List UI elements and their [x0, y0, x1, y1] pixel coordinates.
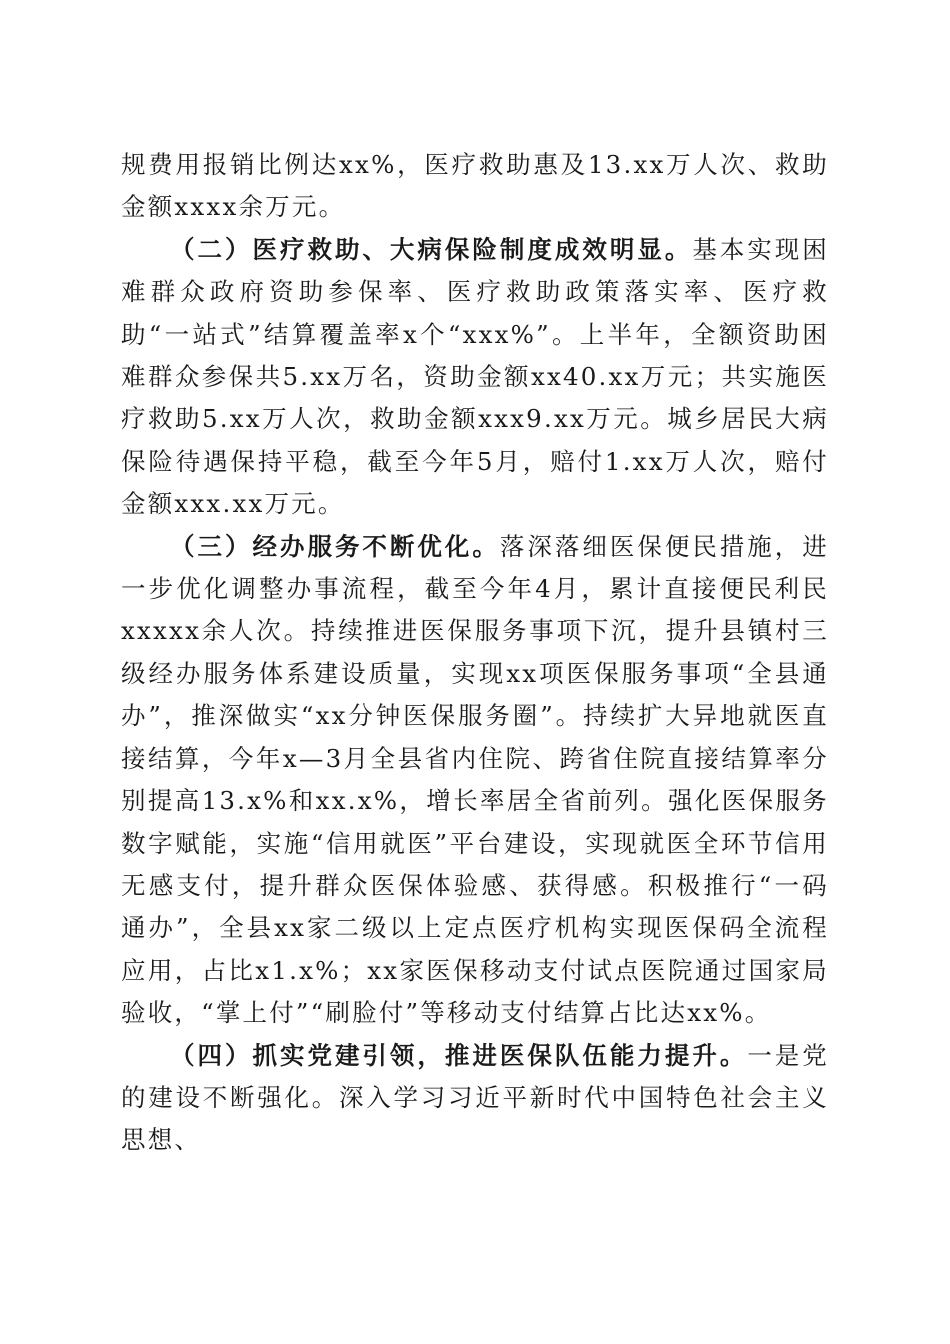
- paragraph-party-building: [121, 1035, 829, 1162]
- paragraph-heading: （四）抓实党建引领，推进医保队伍能力提升。: [170, 1040, 748, 1070]
- paragraph-heading: （二）医疗救助、大病保险制度成效明显。: [170, 234, 693, 264]
- paragraph-body: 基本实现困难群众政府资助参保率、医疗救助政策落实率、医疗救助“一站式”结算覆盖率x个“xxx%”。上半年，全额资助困难群众参保共5.xx万名，资助金额xx40.xx万元；共实施医疗救助5.xx万人次，救助金额xxx9.xx万元。城乡居民大病保险待遇保持平稳，截至今年5月，赔付1.xx万人次，赔付金额xxx.xx万元。: [121, 234, 829, 519]
- document-page: [121, 144, 829, 1162]
- paragraph-body: 规费用报销比例达xx%，医疗救助惠及13.xx万人次、救助金额xxxx余万元。: [121, 150, 829, 222]
- paragraph-continuation: [121, 144, 829, 229]
- paragraph-medical-assistance: [121, 229, 829, 526]
- paragraph-service-optimization: [121, 526, 829, 1035]
- paragraph-heading: （三）经办服务不断优化。: [170, 531, 500, 561]
- paragraph-body: 落深落细医保便民措施，进一步优化调整办事流程，截至今年4月，累计直接便民利民xxxxx余人次。持续推进医保服务事项下沉，提升县镇村三级经办服务体系建设质量，实现xx项医保服务事项“全县通办”，推深做实“xx分钟医保服务圈”。持续扩大异地就医直接结算，今年x—3月全县省内住院、跨省住院直接结算率分别提高13.x%和xx.x%，增长率居全省前列。强化医保服务数字赋能，实施“信用就医”平台建设，实现就医全环节信用无感支付，提升群众医保体验感、获得感。积极推行“一码通办”，全县xx家二级以上定点医疗机构实现医保码全流程应用，占比x1.x%；xx家医保移动支付试点医院通过国家局验收，“掌上付”“刷脸付”等移动支付结算占比达xx%。: [121, 531, 829, 1028]
- paragraph-body: 一是党的建设不断强化。深入学习习近平新时代中国特色社会主义思想、: [121, 1040, 829, 1155]
